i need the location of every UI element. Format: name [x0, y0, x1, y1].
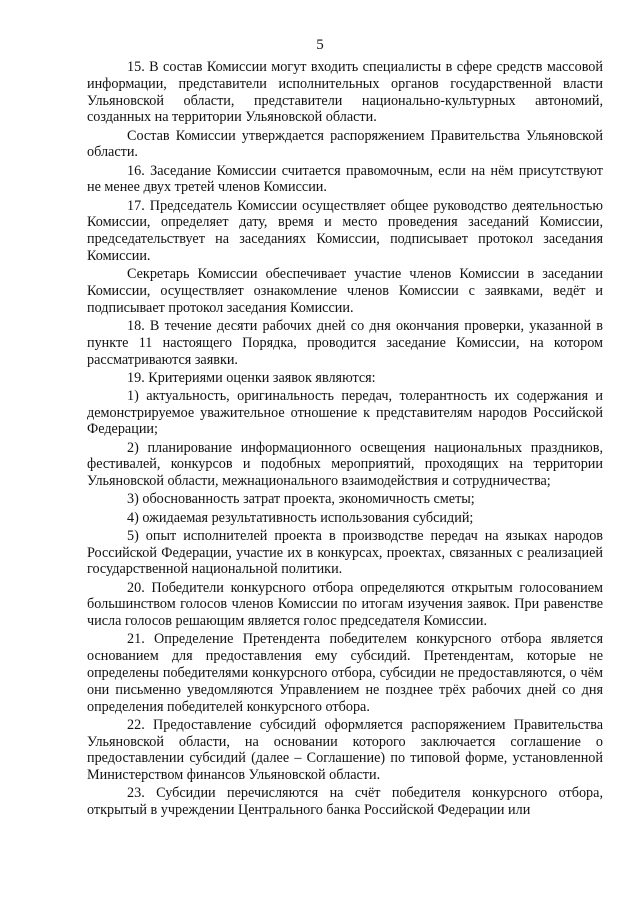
criterion-3: 3) обоснованность затрат проекта, экономичность сметы;	[127, 491, 475, 508]
paragraph-23: 23. Субсидии перечисляются на счёт победителя конкурсного отбора, открытый в учреждении Центрального банка Российской Федерации или	[87, 785, 603, 819]
paragraph-22: 22. Предоставление субсидий оформляется распоряжением Правительства Ульяновской области, на основании которого заключается соглашение о предоставлении субсидий (далее – Соглашение) по типовой форме, установленной Министерством финансов Ульяновской области.	[87, 716, 603, 784]
paragraph-16: 16. Заседание Комиссии считается правомочным, если на нём присутствуют не менее двух третей членов Комиссии.	[87, 162, 603, 196]
paragraph-21: 21. Определение Претендента победителем конкурсного отбора является основанием для предоставления ему субсидий. Претендентам, которые не определены победителями конкурсного отбора, субсидии не предоставляются, о чём они письменно уведомляются Управлением не позднее трёх рабочих дней со дня определения победителей конкурсного отбора.	[87, 631, 603, 715]
paragraph-17: 17. Председатель Комиссии осуществляет общее руководство деятельностью Комиссии, определяет дату, время и место проведения заседаний Комиссии, председательствует на заседаниях Комиссии, подписывает протокол заседания Комиссии.	[87, 197, 603, 264]
paragraph-18: 18. В течение десяти рабочих дней со дня окончания проверки, указанной в пункте 11 настоящего Порядка, проводится заседание Комиссии, на котором рассматриваются заявки.	[87, 317, 603, 368]
paragraph-commission-composition: Состав Комиссии утверждается распоряжением Правительства Ульяновской области.	[87, 127, 603, 161]
criterion-4: 4) ожидаемая результативность использования субсидий;	[127, 509, 474, 526]
page-number: 5	[316, 37, 324, 53]
paragraph-secretary: Секретарь Комиссии обеспечивает участие членов Комиссии в заседании Комиссии, осуществляет ознакомление членов Комиссии с заявками, ведёт и подписывает протокол заседания Комиссии.	[87, 266, 603, 316]
paragraph-20: 20. Победители конкурсного отбора определяются открытым голосованием большинством голосов членов Комиссии по итогам изучения заявок. При равенстве числа голосов решающим является голос председателя Комиссии.	[87, 579, 603, 630]
criterion-5: 5) опыт исполнителей проекта в производстве передач на языках народов Российской Федерации, участие их в конкурсах, проектах, связанных с реализацией государственной национальной политики.	[87, 527, 603, 578]
paragraph-19: 19. Критериями оценки заявок являются:	[127, 369, 376, 386]
paragraph-15: 15. В состав Комиссии могут входить специалисты в сфере средств массовой информации, представители исполнительных органов государственной власти Ульяновской области, представители национально-культурных автономий, созданных на территории Ульяновской области.	[87, 59, 603, 126]
criterion-2: 2) планирование информационного освещения национальных праздников, фестивалей, конкурсов и подобных мероприятий, проходящих на территории Ульяновской области, межнационального взаимодействия и сотрудничества;	[87, 439, 603, 490]
criterion-1: 1) актуальность, оригинальность передач, толерантность их содержания и демонстрируемое уважительное отношение к представителям народов Российской Федерации;	[87, 387, 603, 438]
document-body	[87, 59, 603, 820]
